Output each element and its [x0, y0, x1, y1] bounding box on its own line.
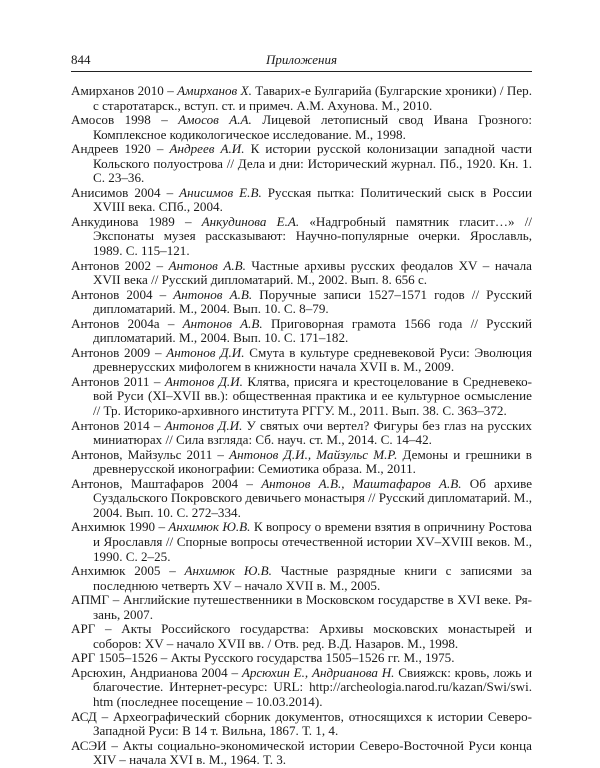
bibliography-entry	[71, 317, 532, 346]
entry-key: Антонов 2011 –	[71, 373, 165, 389]
entry-key: АРГ –	[71, 621, 122, 637]
entry-text: У святых очи вертел? Фигуры без глаз на русских миниатюрах // Сила взгляда: Сб. науч. ст. М., 2014. С. 14–42.	[93, 417, 532, 448]
entry-authors: Антонов А.В.	[168, 257, 246, 273]
entry-text: К вопросу о времени взятия в опричнину Ростова и Ярославля // Спорные вопросы отечественной истории XV–XVIII веков. М., 1990. С. 2–25.	[93, 519, 532, 564]
header-rule	[71, 71, 532, 72]
entry-key: АРГ 1505–1526 –	[71, 650, 171, 666]
entry-authors: Амирханов Х.	[177, 83, 252, 98]
bibliography-entry	[71, 419, 532, 448]
bibliography-entry	[71, 666, 532, 710]
entry-text: Русская пытка: Политический сыск в России XVIII века. СПб., 2004.	[93, 184, 532, 215]
entry-text: «Надгробный памятник гласит…» // Экспонаты музея рассказывают: Научно-популярные очерки. Ярославль, 1989. С. 115–121.	[93, 213, 532, 259]
bibliography-entry	[71, 113, 532, 142]
bibliography-entry	[71, 84, 532, 113]
entry-text: Археографический сборник документов, относящихся к истории Северо-Западной Руси: В 14 т. Вильна, 1867. Т. 1, 4.	[93, 708, 532, 739]
entry-text: Таварих-е Булгарийа (Булгарские хроники) / Пер. с старотатарск., вступ. ст. и примеч. А.М. Ахунова. М., 2010.	[93, 83, 532, 113]
entry-text: Английские путешественники в Московском государстве в XVI веке. Рязань, 2007.	[93, 592, 533, 622]
bibliography-entry	[71, 593, 532, 622]
entry-authors: Анхимюк Ю.В.	[168, 519, 251, 535]
entry-key: Анкудинова 1989 –	[71, 213, 202, 229]
entry-text: Частные архивы русских феодалов XV – начала XVII века // Русский дипломатарий. М., 2002. Вып. 8. 656 с.	[93, 257, 532, 288]
page-number: 844	[71, 52, 91, 67]
page-header	[71, 51, 532, 69]
entry-key: Анхимюк 1990 –	[71, 519, 169, 535]
bibliography-entry	[71, 448, 532, 477]
bibliography-entry	[71, 375, 532, 419]
entry-text: Акты Российского государства: Архивы московских монастырей и соборов: XV – начало XVII вв. / Отв. ред. В.Д. Назаров. М., 1998.	[93, 621, 532, 651]
bibliography-entry	[71, 346, 532, 375]
entry-text: Поручные записи 1527–1571 годов // Русский дипломатарий. М., 2004. Вып. 10. С. 8–79.	[93, 286, 532, 317]
entry-text: Об архиве Суздальского Покровского девичьего монастыря // Русский дипломатарий. М., 2004. Вып. 10. С. 272–334.	[93, 475, 532, 520]
entry-authors: Андреев А.И.	[169, 141, 245, 157]
entry-text: Смута в культуре средневековой Руси: Эволюция древнерусских мифологем в книжности начала XVII в. М., 2009.	[93, 344, 532, 375]
entry-key: Антонов 2009 –	[71, 344, 167, 360]
entry-authors: Антонов А.В.	[173, 286, 253, 302]
bibliography-entry	[71, 215, 532, 259]
bibliography-entry	[71, 477, 532, 521]
bibliography-list	[71, 84, 532, 768]
entry-key: АПМГ –	[71, 592, 123, 608]
bibliography-entry	[71, 259, 532, 288]
entry-key: Антонов, Маштафаров 2004 –	[71, 475, 262, 491]
entry-key: Амосов 1998 –	[71, 112, 179, 128]
bibliography-entry	[71, 710, 532, 739]
entry-key: Андреев 1920 –	[71, 141, 170, 157]
entry-text: Свияжск: кровь, ложь и благочестие. Интернет-ресурс: URL: http://archeologia.narod.ru/kazan/Swi/swi.​htm (последнее посещение – 10.03.2014).	[93, 664, 532, 709]
entry-key: Антонов, Майзульс 2011 –	[71, 446, 230, 462]
entry-authors: Антонов А.В., Маштафаров А.В.	[261, 475, 462, 491]
bibliography-entry	[71, 520, 532, 564]
entry-text: Лицевой летописный свод Ивана Грозного: Комплексное кодикологическое исследование. М., 1998.	[93, 112, 532, 142]
entry-authors: Антонов Д.И., Майзульс М.Р.	[229, 446, 398, 462]
entry-authors: Анкудинова Е.А.	[201, 213, 300, 229]
entry-text: Акты социально-экономической истории Северо-Восточной Руси конца XIV – начала XVI в. М., 1964. Т. 3.	[93, 737, 532, 768]
entry-text: Частные разрядные книги с записями за последнюю четверть XV – начало XVII в. М., 2005.	[93, 563, 532, 593]
entry-key: Антонов 2014 –	[71, 417, 165, 433]
bibliography-entry	[71, 651, 532, 666]
entry-key: Антонов 2002 –	[71, 257, 169, 273]
entry-authors: Амосов А.А.	[178, 112, 252, 128]
running-title: Приложения	[265, 52, 338, 67]
bibliography-entry	[71, 186, 532, 215]
bibliography-entry	[71, 622, 532, 651]
entry-text: Акты Русского государства 1505–1526 гг. М., 1975.	[170, 650, 455, 666]
bibliography-entry	[71, 564, 532, 593]
entry-text: Клятва, присяга и крестоцелование в Средневековой Руси (XI–XVII вв.): общественная практика и ее культурное осмысление // Тр. Историко-архивного института РГГУ. М., 2011. Вып. 38. С. 363–372.	[93, 373, 532, 419]
entry-authors: Анхимюк Ю.В.	[184, 563, 272, 579]
entry-authors: Антонов Д.И.	[166, 344, 245, 360]
entry-text: К истории русской колонизации западной части Кольского полуострова // Дела и дни: Исторический журнал. Пб., 1920. Кн. 1. С. 23–36.	[93, 141, 532, 186]
entry-text: Приговорная грамота 1566 года // Русский дипломатарий. М., 2004. Вып. 10. С. 171–182.	[93, 315, 532, 346]
entry-authors: Анисимов Е.В.	[179, 184, 262, 200]
entry-key: Антонов 2004а –	[71, 315, 183, 331]
entry-authors: Антонов А.В.	[182, 315, 263, 331]
entry-text: Демоны и грешники в древнерусской иконографии: Семиотика образа. М., 2011.	[93, 446, 532, 477]
entry-key: Анисимов 2004 –	[71, 184, 180, 200]
bibliography-entry	[71, 288, 532, 317]
bibliography-entry	[71, 142, 532, 186]
entry-key: Амирханов 2010 –	[71, 83, 178, 98]
entry-authors: Антонов Д.И.	[164, 373, 243, 389]
entry-key: Арсюхин, Андрианова 2004 –	[71, 664, 242, 680]
entry-authors: Арсюхин Е., Андрианова Н.	[241, 664, 395, 680]
entry-key: АСД –	[71, 708, 114, 724]
entry-key: АСЭИ –	[71, 737, 123, 753]
entry-key: Анхимюк 2005 –	[71, 563, 185, 579]
entry-key: Антонов 2004 –	[71, 286, 174, 302]
bibliography-entry	[71, 739, 532, 768]
entry-authors: Антонов Д.И.	[164, 417, 243, 433]
